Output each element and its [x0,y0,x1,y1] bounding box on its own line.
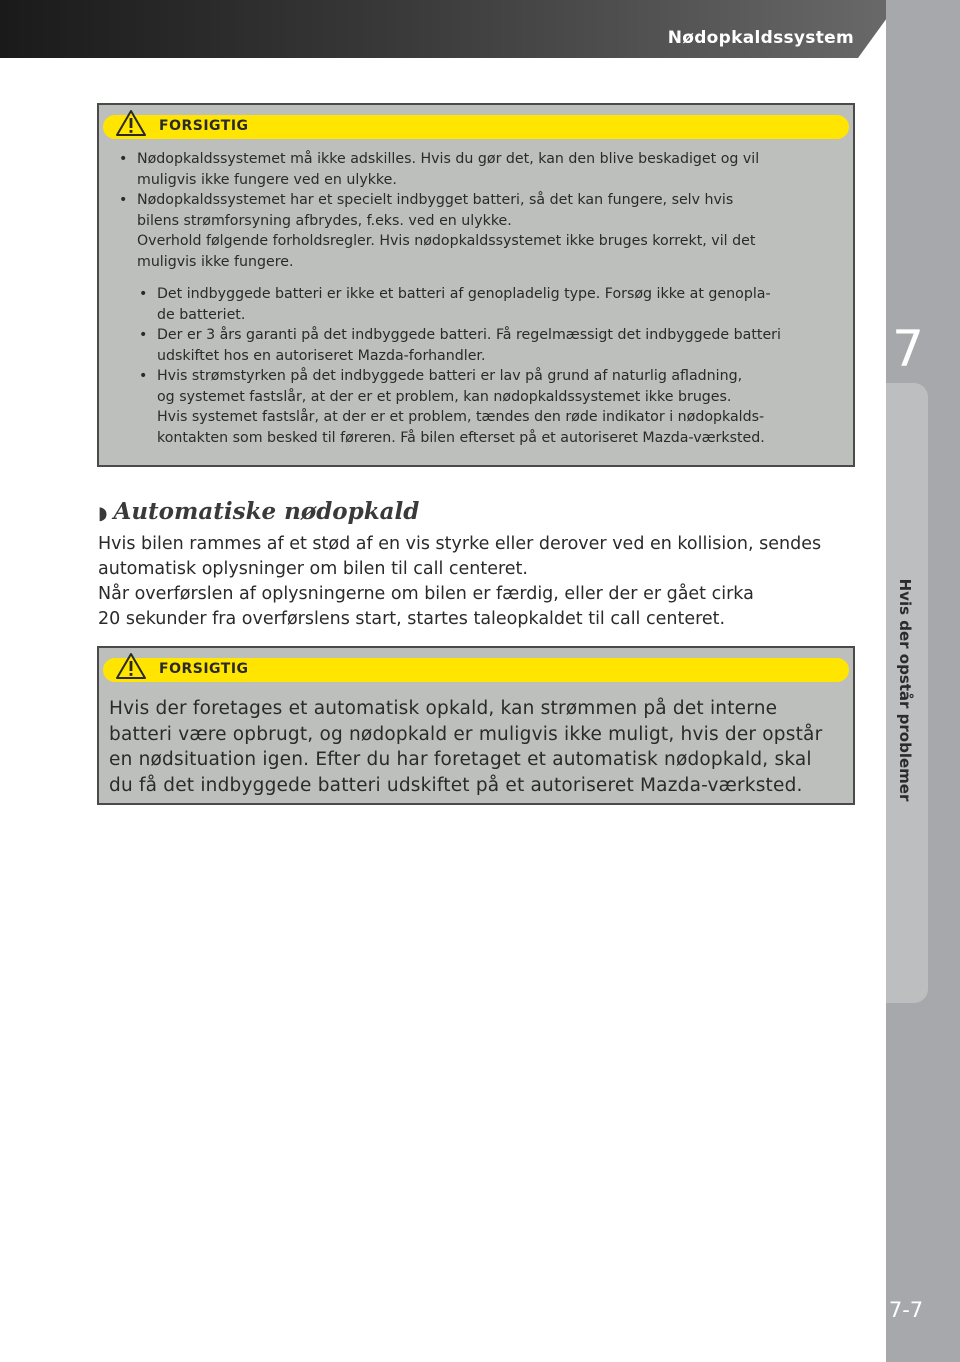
warning-icon [115,109,147,137]
text-line: • Hvis strømstyrken på det indbyggede batteri er lav på grund af naturlig afladning, [157,368,743,384]
section-marker-icon: ◗ [98,503,108,524]
text-line: de batteriet. [157,306,246,323]
text-line: Overhold følgende forholdsregler. Hvis nødopkaldssystemet ikke bruges korrekt, vil det [137,233,756,249]
text-line: automatisk oplysninger om bilen til call centeret. [98,559,528,579]
text-line: Hvis der foretages et automatisk opkald, kan strømmen på det interne [109,698,778,719]
caution-box-2 [97,646,855,805]
text-line: en nødsituation igen. Efter du har foretaget et automatisk nødopkald, skal [109,749,812,770]
list-item [117,190,843,231]
text-line: Hvis systemet fastslår, at der er et problem, tændes den røde indikator i nødopkalds- [157,409,765,425]
caution-header [103,115,849,139]
list-item [137,284,843,325]
text-line: batteri være opbrugt, og nødopkald er muligvis ikke muligt, hvis der opstår [109,723,823,745]
list-item [137,325,843,366]
text-line: bilens strømforsyning afbrydes, f.eks. ved en ulykke. [137,212,512,229]
text-line: 20 sekunder fra overførslens start, startes taleopkaldet til call centeret. [98,609,726,629]
text-line: muligvis ikke fungere. [137,253,294,270]
caution-body [99,139,853,448]
section-body [98,532,858,632]
section-heading [98,498,419,525]
sub-list [117,284,843,448]
text-line: og systemet fastslår, at der er et problem, kan nødopkaldssystemet ikke bruges. [157,388,732,405]
page-number: 7-7 [888,1298,924,1322]
header-title: Nødopkaldssystem [667,28,854,48]
text-line: Når overførslen af oplysningerne om bilen er færdig, eller der er gået cirka [98,584,754,604]
section-title-text: Automatiske nødopkald [113,498,420,525]
text-line: • Der er 3 års garanti på det indbyggede batteri. Få regelmæssigt det indbyggede batteri [157,327,781,343]
warning-icon [115,652,147,680]
paragraph [117,231,843,272]
text-line: • Nødopkaldssystemet må ikke adskilles. Hvis du gør det, kan den blive beskadiget og vil [137,151,760,167]
list-item [137,366,843,448]
caution-label: FORSIGTIG [159,118,249,134]
caution-header [103,658,849,682]
text-line: muligvis ikke fungere ved en ulykke. [137,171,397,188]
text-line: kontakten som besked til føreren. Få bilen efterset på et autoriseret Mazda-værksted. [157,429,765,446]
chapter-number: 7 [892,320,924,378]
caution-label: FORSIGTIG [159,661,249,677]
text-line: udskiftet hos en autoriseret Mazda-forhandler. [157,347,486,364]
caution-box-1 [97,103,855,467]
caution-body [99,682,853,798]
text-line: Hvis bilen rammes af et stød af en vis styrke eller derover ved en kollision, sendes [98,534,822,554]
chapter-label: Hvis der opstår problemer [896,578,914,802]
list-item [117,149,843,190]
text-line: • Det indbyggede batteri er ikke et batteri af genopladelig type. Forsøg ikke at genopla- [157,286,771,302]
text-line: • Nødopkaldssystemet har et specielt indbygget batteri, så det kan fungere, selv hvis [137,192,734,208]
text-line: du få det indbyggede batteri udskiftet på et autoriseret Mazda-værksted. [109,774,803,796]
